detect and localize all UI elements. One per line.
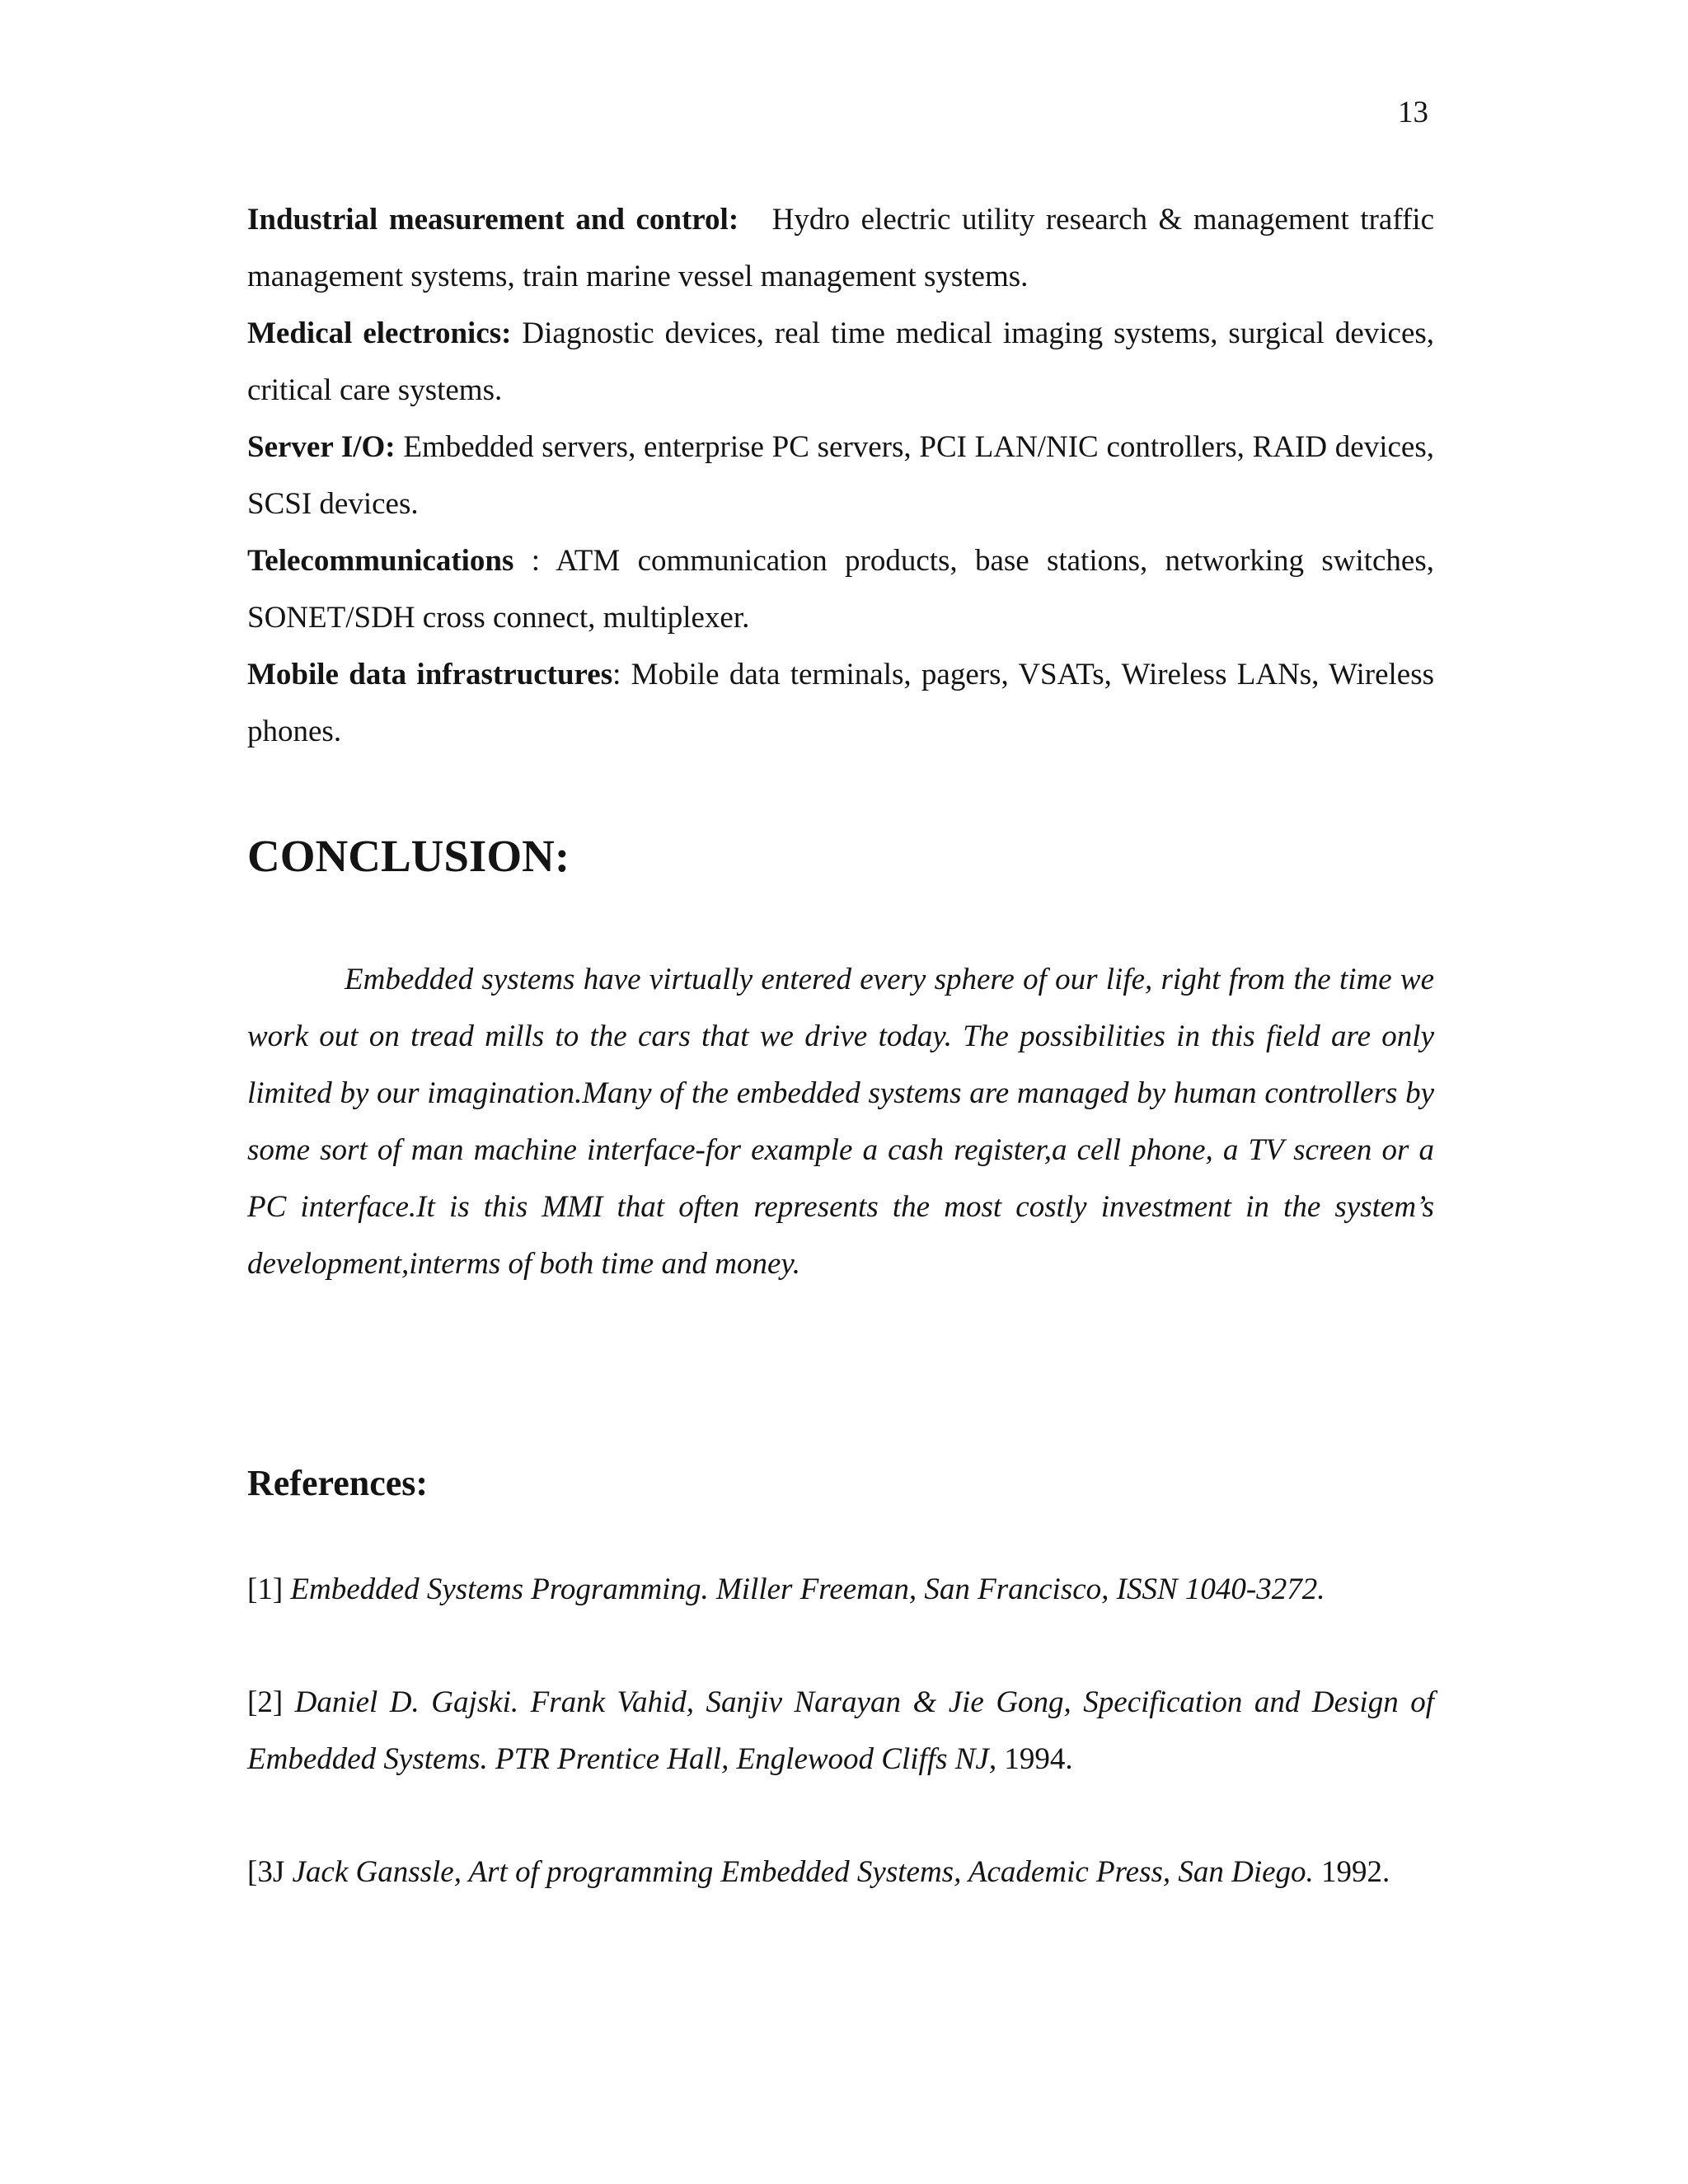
application-item-telecom	[247, 532, 1434, 646]
application-item-industrial	[247, 191, 1434, 305]
application-text: : Mobile data terminals, pagers, VSATs, Wireless LANs, Wireless phones.	[247, 658, 1434, 748]
application-text: Embedded servers, enterprise PC servers, PCI LAN/NIC controllers, RAID devices, SCSI devices.	[247, 430, 1435, 521]
references-heading: References:	[247, 1463, 429, 1503]
reference-item	[247, 1844, 1434, 1900]
application-item-medical	[247, 305, 1434, 419]
application-separator	[511, 316, 522, 350]
application-text: : ATM communication products, base stations, networking switches, SONET/SDH cross connect, multiplexer.	[247, 544, 1434, 635]
applications-list	[247, 191, 1434, 760]
reference-item	[247, 1561, 1434, 1618]
reference-marker: [3J	[247, 1855, 293, 1889]
application-term: Telecommunications	[247, 544, 514, 578]
application-item-server	[247, 419, 1434, 532]
application-term: Industrial measurement and control:	[247, 203, 739, 237]
application-term: Medical electronics:	[247, 316, 512, 350]
conclusion-paragraph: Embedded systems have virtually entered every sphere of our life, right from the time we work out on tread mills to the cars that we drive today. The possibilities in this field are only limited by our imagination.Many of the embedded systems are managed by human controllers by some sort of man machine interface-for example a cash register,a cell phone, a TV screen or a PC interface.It is this MMI that often represents the most costly investment in the system’s development,interms of both time and money.	[247, 963, 1434, 1281]
application-separator	[738, 203, 771, 237]
reference-trailing: 1994.	[996, 1742, 1073, 1776]
reference-title: Embedded Systems Programming. Miller Freeman, San Francisco, ISSN 1040-3272.	[290, 1572, 1325, 1606]
reference-trailing: 1992.	[1313, 1855, 1390, 1889]
conclusion-heading: CONCLUSION:	[247, 831, 570, 881]
application-term: Server I/O:	[247, 430, 396, 464]
page-content	[247, 191, 1434, 1900]
application-item-mobile	[247, 646, 1434, 760]
application-text: Hydro electric utility research & management traffic management systems, train marine vessel management systems.	[247, 203, 1434, 293]
page-number: 13	[1398, 96, 1428, 129]
application-term: Mobile data infrastructures	[247, 658, 613, 691]
application-separator	[396, 430, 404, 464]
reference-marker: [1]	[247, 1572, 291, 1606]
application-text: Diagnostic devices, real time medical imaging systems, surgical devices, critical care systems.	[247, 316, 1435, 407]
reference-marker: [2]	[247, 1685, 295, 1719]
reference-title: Daniel D. Gajski. Frank Vahid, Sanjiv Narayan & Jie Gong, Specification and Design of Embedded Systems. PTR Prentice Hall, Englewood Cliffs NJ,	[247, 1685, 1434, 1776]
reference-item	[247, 1674, 1434, 1788]
reference-title: Jack Ganssle, Art of programming Embedded Systems, Academic Press, San Diego.	[292, 1855, 1314, 1889]
